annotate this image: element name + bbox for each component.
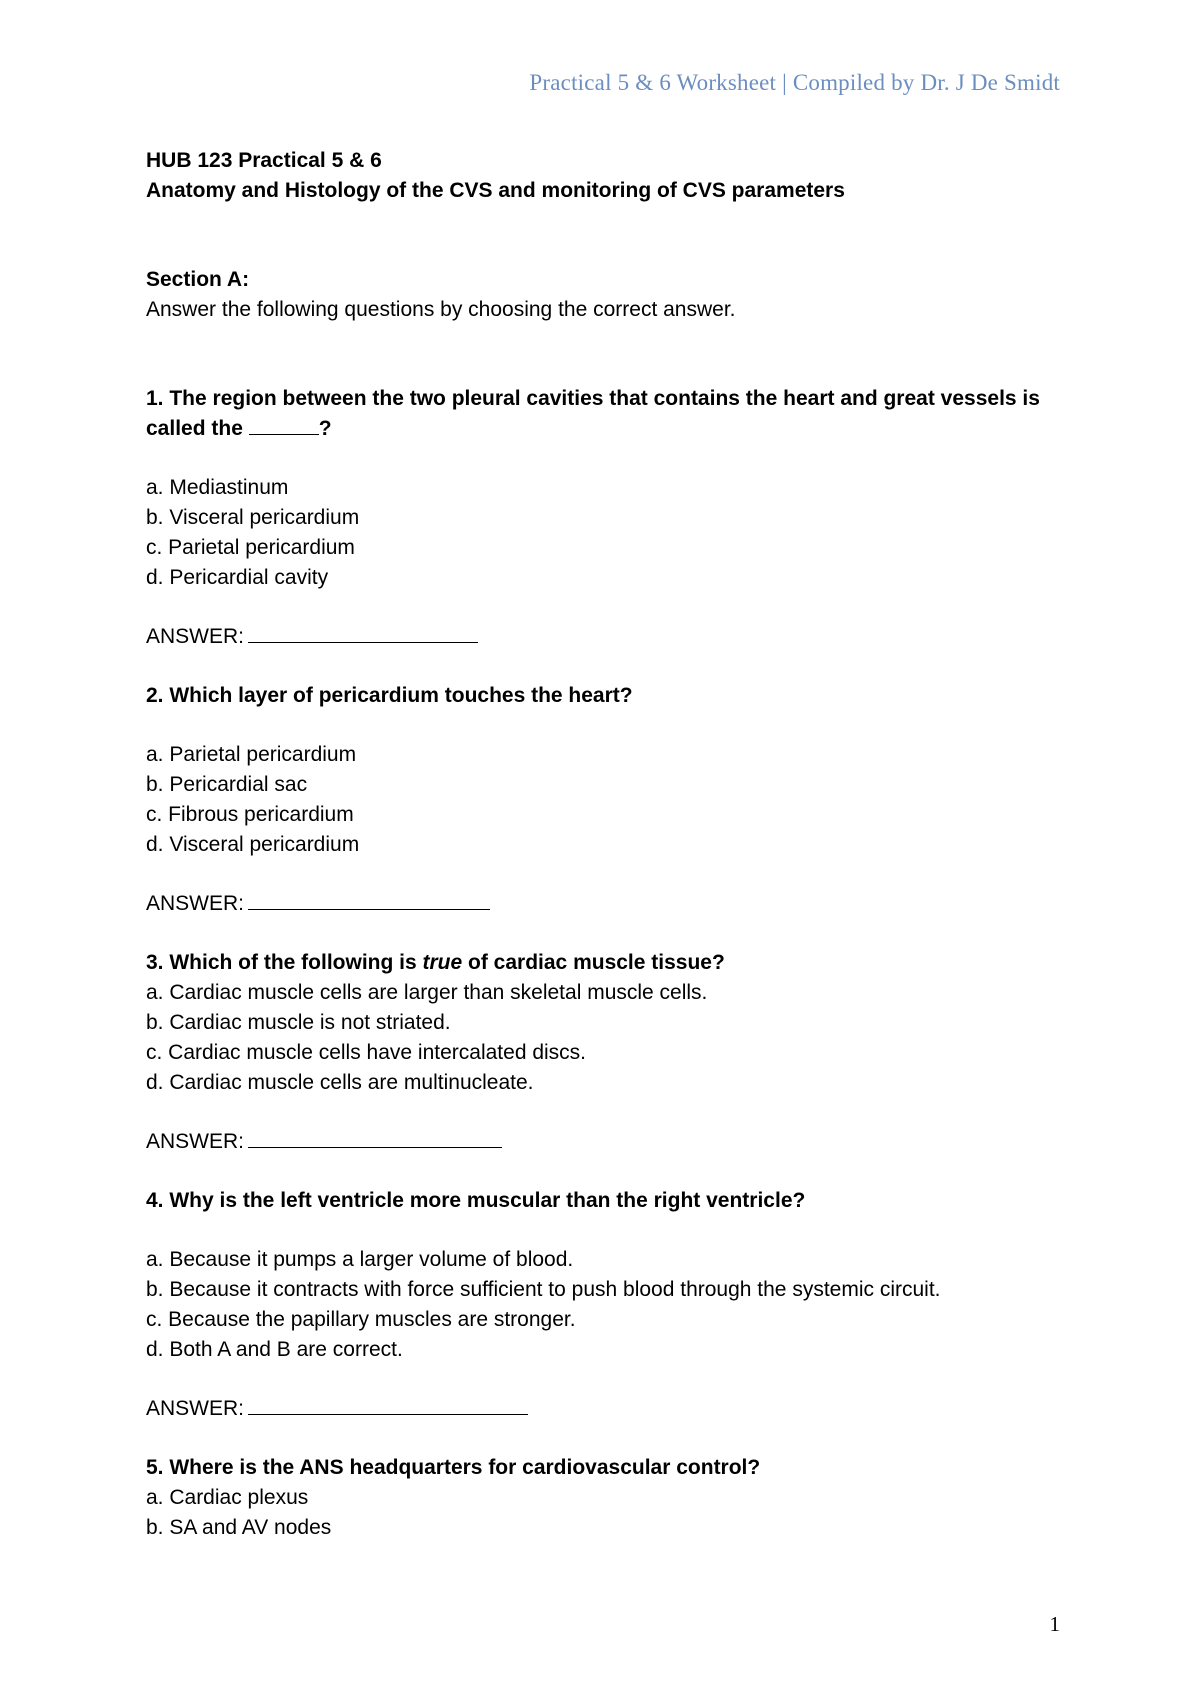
answer-row [146,1127,1066,1157]
answer-row [146,622,1066,652]
question-prompt: 1. The region between the two pleural cavities that contains the heart and great vessels is [146,387,1040,410]
option-a: a. Cardiac plexus [146,1486,309,1509]
question-5 [146,1453,1066,1543]
question-3 [146,948,1066,1157]
answer-line[interactable] [248,1129,502,1148]
option-d: d. Both A and B are correct. [146,1338,403,1361]
answer-label: ANSWER: [146,1397,245,1420]
answer-row [146,889,1066,919]
option-d: d. Cardiac muscle cells are multinucleate. [146,1071,534,1094]
answer-label: ANSWER: [146,892,245,915]
answer-label: ANSWER: [146,625,245,648]
fill-in-blank [249,430,319,435]
answer-line[interactable] [248,1396,528,1415]
section-instructions: Answer the following questions by choosing the correct answer. [146,298,736,321]
section-heading: Section A: [146,268,250,291]
option-a: a. Mediastinum [146,476,289,499]
question-prompt: 3. Which of the following is true of cardiac muscle tissue? [146,951,725,974]
option-b: b. Because it contracts with force sufficient to push blood through the systemic circuit. [146,1278,941,1301]
page-number: 1 [1049,1612,1060,1636]
option-b: b. Visceral pericardium [146,506,360,529]
answer-line[interactable] [248,624,478,643]
option-c: c. Fibrous pericardium [146,803,354,826]
question-2 [146,681,1066,919]
emphasis-true: true [422,951,463,974]
option-d: d. Pericardial cavity [146,566,329,589]
question-4 [146,1186,1066,1424]
option-a: a. Because it pumps a larger volume of blood. [146,1248,574,1271]
question-prompt: 5. Where is the ANS headquarters for cardiovascular control? [146,1456,761,1479]
worksheet-content [146,146,1066,1543]
answer-label: ANSWER: [146,1130,245,1153]
worksheet-subtitle: Anatomy and Histology of the CVS and monitoring of CVS parameters [146,179,845,202]
question-prompt: 4. Why is the left ventricle more muscular than the right ventricle? [146,1189,806,1212]
option-c: c. Cardiac muscle cells have intercalated discs. [146,1041,587,1064]
option-a: a. Cardiac muscle cells are larger than skeletal muscle cells. [146,981,708,1004]
option-d: d. Visceral pericardium [146,833,360,856]
option-b: b. SA and AV nodes [146,1516,332,1539]
question-1 [146,384,1066,652]
option-b: b. Cardiac muscle is not striated. [146,1011,451,1034]
option-c: c. Because the papillary muscles are stronger. [146,1308,576,1331]
course-title: HUB 123 Practical 5 & 6 [146,149,382,172]
question-prompt-continued: called the ? [146,417,332,440]
answer-line[interactable] [248,891,490,910]
option-a: a. Parietal pericardium [146,743,357,766]
option-b: b. Pericardial sac [146,773,308,796]
question-prompt: 2. Which layer of pericardium touches the heart? [146,684,633,707]
running-header: Practical 5 & 6 Worksheet | Compiled by Dr. J De Smidt [529,70,1060,95]
answer-row [146,1394,1066,1424]
option-c: c. Parietal pericardium [146,536,355,559]
